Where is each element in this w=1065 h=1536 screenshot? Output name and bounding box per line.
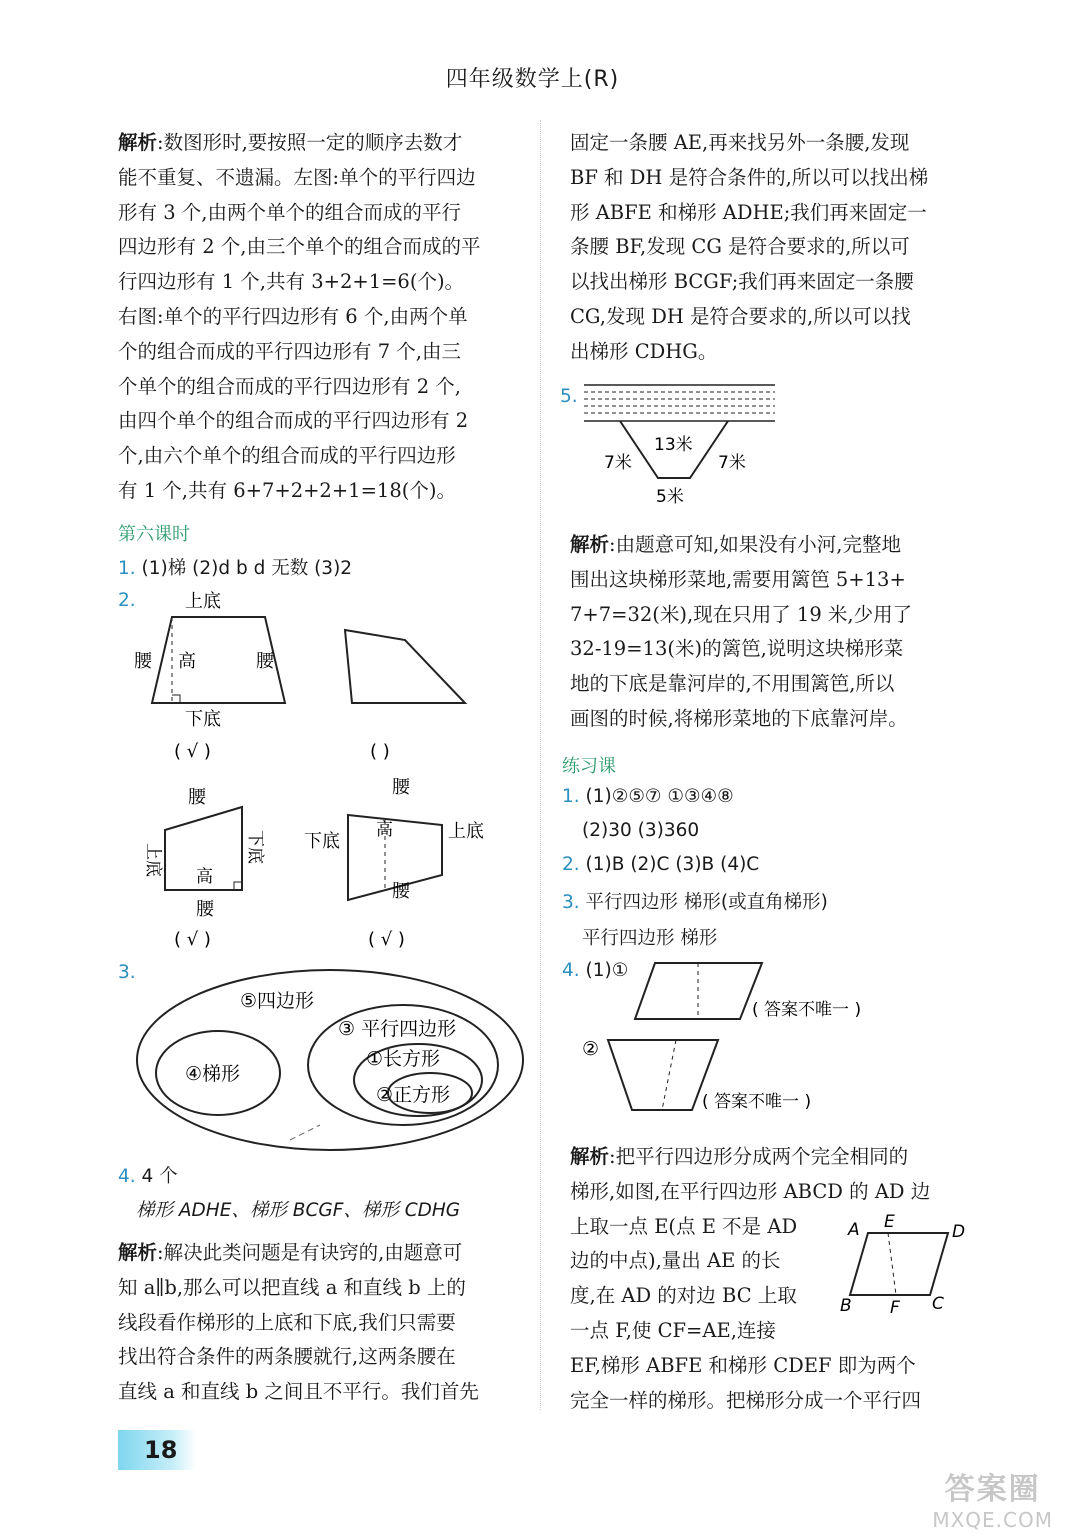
label-top: 上底	[185, 591, 221, 612]
point-d: D	[952, 1222, 966, 1242]
note-text: ( 答案不唯一 )	[752, 1000, 862, 1020]
right-analysis-1	[570, 126, 980, 370]
venn-label-square: ②正方形	[376, 1084, 451, 1106]
analysis-label: 解析	[570, 533, 610, 556]
check-mark: ( √ )	[174, 929, 211, 950]
question-number: 5.	[560, 386, 578, 407]
point-a: A	[848, 1220, 860, 1240]
label-bottom: 腰	[392, 881, 410, 902]
label-height: 高	[376, 820, 393, 840]
label-left: 下底	[304, 831, 340, 852]
text-line: :由题意可知,如果没有小河,完整地	[609, 533, 901, 556]
venn-label-quadrilateral: ⑤四边形	[240, 990, 315, 1012]
label-height: 高	[178, 651, 196, 672]
label-top: 腰	[392, 777, 410, 798]
text-line: 上取一点 E(点 E 不是 AD	[570, 1214, 798, 1238]
text-line: 出梯形 CDHG。	[570, 339, 718, 363]
text-line: 围出这块梯形菜地,需要用篱笆 5+13+	[570, 567, 906, 591]
right-angle-mark	[234, 882, 242, 890]
watermark-text: 答案圈	[944, 1472, 1041, 1507]
question-number: 3.	[562, 892, 580, 913]
answer-p3	[562, 888, 828, 914]
text-line: BF 和 DH 是符合条件的,所以可以找出梯	[570, 165, 929, 189]
point-f: F	[890, 1298, 900, 1315]
question-number: 1.	[118, 558, 136, 579]
text-line: EF,梯形 ABFE 和梯形 CDEF 即为两个	[570, 1353, 916, 1377]
text-line: CG,发现 DH 是符合要求的,所以可以找	[570, 304, 911, 328]
dash-mark	[290, 1125, 320, 1140]
label-right: 腰	[256, 651, 274, 672]
venn-diagram	[130, 965, 530, 1165]
text-line: 地的下底是靠河岸的,不用围篱笆,所以	[570, 672, 895, 696]
text-line: 个单个的组合而成的平行四边形有 2 个,	[118, 374, 462, 398]
check-mark: ( √ )	[174, 741, 211, 762]
right-analysis-2	[570, 528, 980, 737]
answer-text: (1)①	[585, 960, 629, 981]
venn-label-parallelogram: ③ 平行四边形	[338, 1018, 457, 1040]
label-left: 7米	[604, 453, 632, 473]
label-left: 腰	[134, 651, 152, 672]
text-line: 形有 3 个,由两个单个的组合而成的平行	[118, 200, 462, 224]
analysis-label: 解析	[570, 1145, 610, 1168]
point-e: E	[884, 1212, 895, 1232]
note-text: ( 答案不唯一 )	[702, 1092, 812, 1112]
page-title: 四年级数学上(R)	[445, 67, 620, 92]
analysis-label: 解析	[118, 1241, 158, 1264]
segment-ef	[888, 1233, 896, 1295]
label-bottom: 5米	[656, 487, 684, 507]
question-number: 1.	[562, 786, 580, 807]
split-line	[662, 1040, 676, 1110]
label-bottom: 下底	[185, 709, 221, 730]
question-number: 2.	[562, 854, 580, 875]
check-mark: ( √ )	[368, 929, 405, 950]
answer-text: (1)②⑤⑦ ①③④⑧	[585, 786, 734, 807]
section-heading-lesson6: 第六课时	[118, 524, 190, 545]
text-line: 能不重复、不遗漏。左图:单个的平行四边	[118, 165, 476, 189]
text-line: 度,在 AD 的对边 BC 上取	[570, 1284, 797, 1308]
text-line: 条腰 BF,发现 CG 是符合要求的,所以可	[570, 235, 910, 259]
answer-text: (1)B (2)C (3)B (4)C	[585, 854, 760, 875]
text-line: 一点 F,使 CF=AE,连接	[570, 1318, 776, 1342]
text-line: 个的组合而成的平行四边形有 7 个,由三	[118, 339, 462, 363]
column-divider	[540, 120, 541, 1410]
text-line: 找出符合条件的两条腰就行,这两条腰在	[118, 1345, 456, 1369]
label-height: 高	[196, 867, 213, 887]
answer-text: 平行四边形 梯形(或直角梯形)	[585, 892, 828, 913]
check-mark: ( )	[370, 741, 390, 762]
answer-text: (2)30 (3)360	[582, 820, 700, 841]
river-trapezoid-figure	[580, 380, 790, 510]
analysis-label: 解析	[118, 131, 158, 154]
answer-p2	[562, 854, 759, 875]
quadrilateral-set	[137, 970, 523, 1150]
label-top: 腰	[188, 787, 206, 808]
text-line: 边的中点),量出 AE 的长	[570, 1249, 781, 1273]
text-line: 线段看作梯形的上底和下底,我们只需要	[118, 1310, 456, 1334]
text-line: :解决此类问题是有诀窍的,由题意可	[157, 1241, 463, 1264]
label-top: 13米	[654, 435, 693, 455]
right-angle-mark	[172, 695, 180, 703]
venn-label-trapezoid: ④梯形	[185, 1063, 241, 1085]
venn-label-rectangle: ①长方形	[366, 1048, 441, 1070]
text-line: 固定一条腰 AE,再来找另外一条腰,发现	[570, 131, 910, 154]
watermark	[932, 1464, 1053, 1532]
watermark-url: MXQE.COM	[932, 1508, 1053, 1532]
section-heading-practice: 练习课	[562, 756, 616, 777]
point-c: C	[932, 1294, 944, 1314]
answer-text: 平行四边形 梯形	[582, 928, 718, 949]
trapezoid-figures	[130, 585, 530, 955]
text-line: 右图:单个的平行四边形有 6 个,由两个单	[118, 304, 468, 328]
label-right: 7米	[718, 453, 746, 473]
text-line: 以找出梯形 BCGF;我们再来固定一条腰	[570, 270, 914, 294]
text-line: 四边形有 2 个,由三个单个的组合而成的平	[118, 235, 481, 259]
question-number: 4.	[562, 960, 580, 981]
text-line: 完全一样的梯形。把梯形分成一个平行四	[570, 1388, 922, 1412]
left-analysis-1	[118, 126, 528, 509]
text-line: 32-19=13(米)的篱笆,说明这块梯形菜	[570, 637, 904, 661]
answer-q1	[118, 554, 352, 580]
text-line: 直线 a 和直线 b 之间且不平行。我们首先	[118, 1380, 479, 1404]
text-line: 画图的时候,将梯形菜地的下底靠河岸。	[570, 706, 908, 730]
answer-q4	[118, 1162, 178, 1188]
label-right: 上底	[448, 821, 484, 842]
text-line: 形 ABFE 和梯形 ADHE;我们再来固定一	[570, 200, 927, 224]
parallelogram-abcd-figure	[840, 1205, 970, 1315]
answer-p1	[562, 786, 734, 807]
answer-text: 4 个	[141, 1166, 178, 1187]
text-line: 梯形,如图,在平行四边形 ABCD 的 AD 边	[570, 1179, 931, 1203]
quadrilateral-shape	[345, 630, 465, 703]
text-line: :把平行四边形分成两个完全相同的	[609, 1145, 909, 1168]
text-line: :数图形时,要按照一定的顺序去数才	[157, 131, 463, 154]
question-number: 2.	[118, 590, 136, 611]
left-analysis-2	[118, 1236, 528, 1410]
text-line: 由四个单个的组合而成的平行四边形有 2	[118, 409, 469, 433]
text-line: 有 1 个,共有 6+7+2+2+1=18(个)。	[118, 478, 456, 502]
text-line: 个,由六个单个的组合而成的平行四边形	[118, 444, 456, 468]
text-line: 7+7=32(米),现在只用了 19 米,少用了	[570, 602, 913, 626]
text-line: 行四边形有 1 个,共有 3+2+1=6(个)。	[118, 270, 465, 294]
split-figures	[580, 955, 900, 1125]
answer-text: ②	[582, 1038, 600, 1060]
parallelogram-shape	[850, 1233, 948, 1295]
label-left: 上底	[143, 843, 163, 877]
text-line: 知 a∥b,那么可以把直线 a 和直线 b 上的	[118, 1275, 466, 1299]
page-number: 18	[118, 1430, 196, 1470]
question-number: 3.	[118, 962, 136, 983]
point-b: B	[840, 1296, 852, 1315]
answer-text: (1)梯 (2)d b d 无数 (3)2	[141, 558, 353, 579]
answer-text: 梯形 ADHE、梯形 BCGF、梯形 CDHG	[136, 1200, 461, 1221]
label-right: 下底	[245, 830, 265, 864]
label-bottom: 腰	[196, 899, 214, 920]
question-number: 4.	[118, 1166, 136, 1187]
